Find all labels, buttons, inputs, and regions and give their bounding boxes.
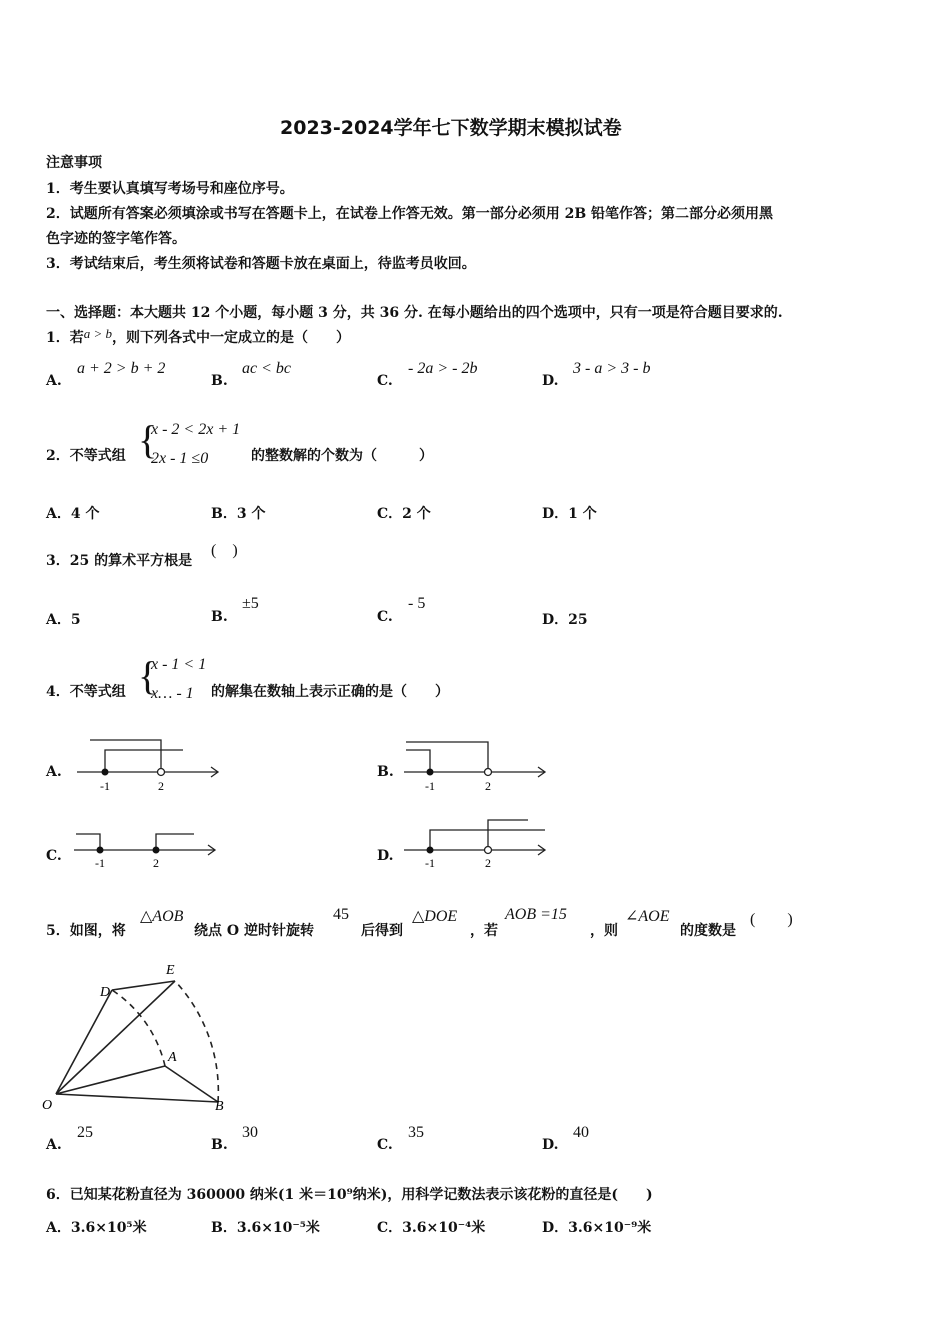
q3-option-a[interactable]: A．5	[46, 612, 81, 628]
q5-given: AOB =15	[505, 906, 567, 923]
q4-brace: {	[138, 653, 158, 698]
q2-brace: {	[138, 417, 158, 462]
q4d-tick-neg1: -1	[425, 856, 435, 870]
q4-label-c: C.	[46, 848, 62, 864]
q2-prefix: 2．不等式组	[46, 448, 126, 464]
q1-label-c: C.	[377, 373, 393, 389]
q2-line-1: x - 2 < 2x + 1	[151, 421, 241, 438]
q3-option-b[interactable]: ±5	[242, 595, 259, 612]
q6-option-c[interactable]: C．3.6×10⁻⁴米	[377, 1220, 486, 1236]
q5-option-b[interactable]: 30	[242, 1124, 258, 1141]
q4-line-1: x - 1 < 1	[151, 656, 207, 673]
q4-option-b-numberline[interactable]	[402, 732, 552, 794]
q5-prefix: 5．如图，将	[46, 923, 126, 939]
q2-option-a[interactable]: A．4 个	[46, 506, 100, 522]
q1-option-c[interactable]: - 2a > - 2b	[408, 360, 478, 377]
fig-label-b: B	[215, 1099, 224, 1114]
notice-heading: 注意事项	[46, 155, 102, 171]
q5-option-c[interactable]: 35	[408, 1124, 424, 1141]
fig-label-o: O	[42, 1098, 53, 1113]
q2-option-d[interactable]: D．1 个	[542, 506, 597, 522]
q3-option-d[interactable]: D．25	[542, 612, 588, 628]
q5-label-b: B.	[211, 1137, 228, 1153]
q1-label-b: B.	[211, 373, 228, 389]
q5-tri1: △AOB	[140, 908, 184, 925]
q6-option-a[interactable]: A．3.6×10⁵米	[46, 1220, 147, 1236]
q3-option-c[interactable]: - 5	[408, 595, 426, 612]
q4-label-a: A.	[46, 764, 62, 780]
q3-stem: 3．25 的算术平方根是	[46, 553, 193, 569]
q5-figure	[40, 955, 240, 1117]
q2-option-c[interactable]: C．2 个	[377, 506, 431, 522]
q5-mid3: ，若	[470, 923, 498, 939]
q4d-tick-2: 2	[485, 856, 491, 870]
q4-prefix: 4．不等式组	[46, 684, 126, 700]
q5-tri2: △DOE	[412, 908, 458, 925]
q5-paren: ( )	[750, 911, 793, 928]
q5-mid4: ，则	[590, 923, 618, 939]
notice-item-1: 1．考生要认真填写考场号和座位序号。	[46, 181, 294, 197]
q2-option-b[interactable]: B．3 个	[211, 506, 266, 522]
notice-item-3: 3．考试结束后，考生须将试卷和答题卡放在桌面上，待监考员收回。	[46, 256, 476, 272]
q5-suffix: 的度数是	[680, 923, 736, 939]
q3-label-b: B.	[211, 609, 228, 625]
q1-suffix: ，则下列各式中一定成立的是（ ）	[112, 330, 351, 346]
q4c-tick-neg1: -1	[95, 856, 105, 870]
page-title: 2023-2024学年七下数学期末模拟试卷	[280, 117, 622, 139]
q1-option-a[interactable]: a + 2 > b + 2	[77, 360, 166, 377]
q4-line-2: x… - 1	[151, 685, 194, 702]
q1-label-d: D.	[542, 373, 559, 389]
notice-item-2: 2．试题所有答案必须填涂或书写在答题卡上，在试卷上作答无效。第一部分必须用 2B 铅笔作答；第二部分必须用黑	[46, 206, 774, 222]
notice-item-2-cont: 色字迹的签字笔作答。	[46, 231, 186, 247]
q2-line-2: 2x - 1 ≤0	[151, 450, 209, 467]
q2-suffix: 的整数解的个数为（ ）	[251, 448, 433, 464]
q4-option-d-numberline[interactable]	[402, 812, 552, 872]
fig-label-e: E	[166, 963, 175, 978]
q1-option-b[interactable]: ac < bc	[242, 360, 291, 377]
q3-paren: ( )	[211, 542, 238, 559]
q5-label-a: A.	[46, 1137, 62, 1153]
q5-option-a[interactable]: 25	[77, 1124, 93, 1141]
q4-label-b: B.	[377, 764, 394, 780]
q4b-tick-2: 2	[485, 779, 491, 793]
q1-condition: a > b	[83, 326, 113, 341]
q5-label-c: C.	[377, 1137, 393, 1153]
q5-mid1: 绕点 O 逆时针旋转	[194, 923, 314, 939]
q5-option-d[interactable]: 40	[573, 1124, 589, 1141]
q5-label-d: D.	[542, 1137, 559, 1153]
q1-stem	[46, 327, 350, 347]
q5-angle: 45	[333, 906, 349, 923]
q6-stem: 6．已知某花粉直径为 360000 纳米(1 米＝10⁹纳米)，用科学记数法表示该花粉的直径是( )	[46, 1187, 653, 1203]
q4a-tick-2: 2	[158, 779, 164, 793]
q5-mid2: 后得到	[361, 923, 403, 939]
q3-label-c: C.	[377, 609, 393, 625]
fig-label-d: D	[100, 985, 111, 1000]
q4-label-d: D.	[377, 848, 394, 864]
q4a-tick-neg1: -1	[100, 779, 110, 793]
q4c-tick-2: 2	[153, 856, 159, 870]
q4-option-a-numberline[interactable]	[75, 732, 225, 794]
q1-option-d[interactable]: 3 - a > 3 - b	[573, 360, 651, 377]
q1-prefix: 1．若	[46, 330, 84, 346]
section-header: 一、选择题：本大题共 12 个小题，每小题 3 分，共 36 分. 在每小题给出的四个选项中，只有一项是符合题目要求的.	[46, 305, 783, 321]
q5-target: ∠AOE	[625, 908, 670, 925]
q6-option-b[interactable]: B．3.6×10⁻⁵米	[211, 1220, 320, 1236]
fig-label-a: A	[168, 1050, 177, 1065]
q6-option-d[interactable]: D．3.6×10⁻⁹米	[542, 1220, 652, 1236]
q4b-tick-neg1: -1	[425, 779, 435, 793]
q4-suffix: 的解集在数轴上表示正确的是（ ）	[211, 684, 449, 700]
q4-option-c-numberline[interactable]	[72, 824, 222, 872]
q1-label-a: A.	[46, 373, 62, 389]
